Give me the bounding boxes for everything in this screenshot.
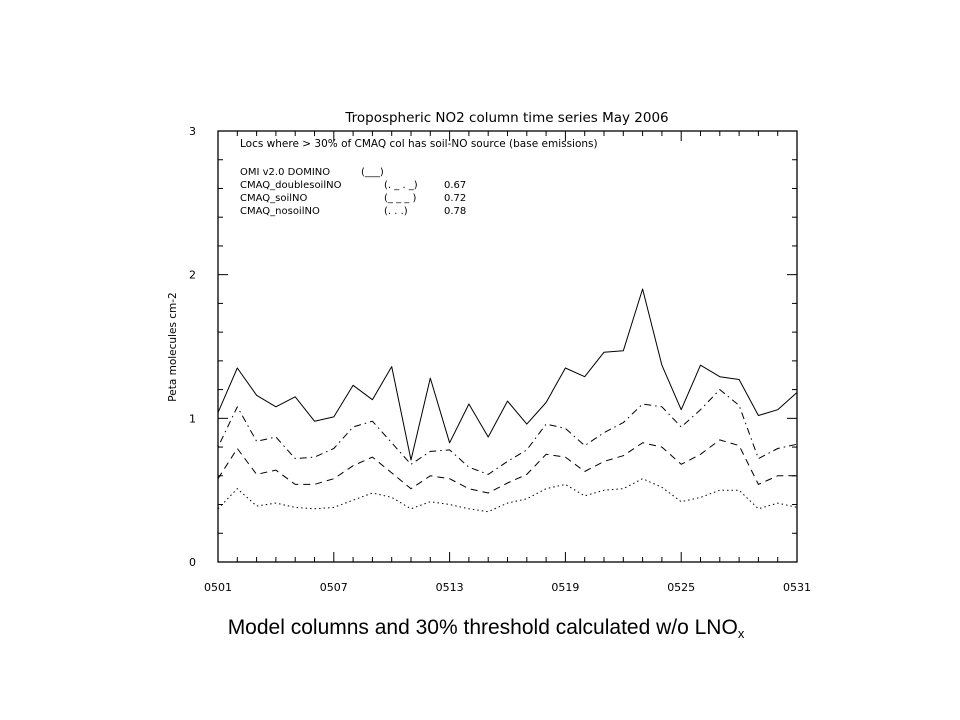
series-line-omi-v2-0-domino — [218, 289, 797, 460]
legend-entry-correlation: 0.78 — [444, 206, 467, 217]
series-line-cmaq-nosoilno — [218, 479, 797, 512]
legend-entry-symbol: (. . .) — [384, 206, 408, 217]
legend-entry-name: CMAQ_nosoilNO — [240, 206, 320, 217]
series-line-cmaq-soilno — [218, 440, 797, 493]
x-tick-label: 0525 — [667, 581, 696, 594]
x-tick-label: 0501 — [204, 581, 232, 594]
y-tick-label: 1 — [189, 412, 196, 426]
y-tick-label: 2 — [189, 268, 196, 282]
legend-entry-correlation: 0.67 — [444, 180, 467, 191]
series-lines — [218, 289, 797, 512]
x-tick-label: 0507 — [319, 581, 348, 594]
caption-subscript: x — [737, 626, 745, 641]
legend-entry-name: CMAQ_soilNO — [240, 193, 308, 204]
y-tick-label: 3 — [189, 125, 196, 138]
series-line-cmaq-doublesoilno — [218, 390, 797, 475]
legend-entry-symbol: (___) — [361, 167, 384, 178]
chart-subtitle: Locs where > 30% of CMAQ col has soil-NO source (base emissions) — [240, 138, 598, 150]
slide-caption — [0, 616, 960, 641]
legend-entry-name: OMI v2.0 DOMINO — [240, 167, 331, 178]
caption-text: Model columns and 30% threshold calculated w/o LNO — [227, 616, 738, 639]
y-tick-label: 0 — [189, 556, 196, 569]
chart-title: Tropospheric NO2 column time series May 2006 — [345, 110, 669, 126]
x-tick-label: 0531 — [783, 581, 811, 594]
legend-entry-symbol: (. _ . _) — [384, 180, 418, 191]
legend — [240, 167, 466, 217]
y-axis-label: Peta molecules cm-2 — [167, 292, 179, 402]
legend-entry-symbol: (_ _ _ ) — [384, 193, 417, 204]
x-tick-label: 0519 — [551, 581, 580, 594]
legend-entry-name: CMAQ_doublesoilNO — [240, 180, 342, 191]
x-tick-label: 0513 — [435, 581, 464, 594]
legend-entry-correlation: 0.72 — [444, 193, 467, 204]
